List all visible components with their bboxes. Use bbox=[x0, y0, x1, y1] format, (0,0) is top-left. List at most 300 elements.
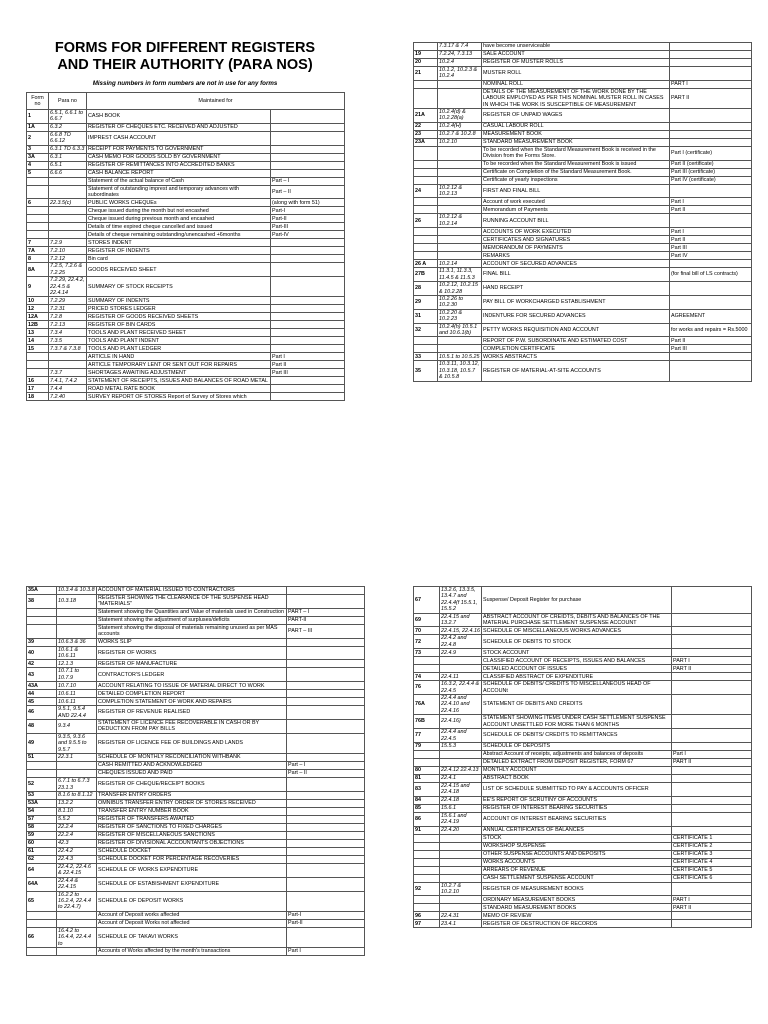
description-cell: TOOLS AND PLANT INDENT bbox=[87, 337, 271, 345]
table-row bbox=[27, 110, 345, 124]
table-row bbox=[414, 774, 752, 782]
para-no-cell: 22.4.12 22.4.13 bbox=[440, 766, 482, 774]
table-row bbox=[27, 877, 365, 891]
para-no-cell: 10.2.10 bbox=[438, 138, 482, 146]
description-cell: REGISTER SHOWING THE CLEARANCE OF THE SUSPENSE HEAD "MATERIALS" bbox=[97, 595, 287, 609]
table-row bbox=[414, 587, 752, 614]
para-no-cell: 6.3.2 bbox=[49, 123, 87, 131]
table-row bbox=[27, 255, 345, 263]
table-row bbox=[414, 882, 752, 896]
table-row bbox=[414, 715, 752, 729]
table-row bbox=[414, 309, 752, 323]
part-cell: Part III bbox=[670, 244, 752, 252]
table-row bbox=[414, 282, 752, 296]
form-no-cell: 29 bbox=[414, 295, 438, 309]
form-no-cell bbox=[414, 43, 438, 51]
form-no-cell: 21 bbox=[414, 67, 438, 81]
form-no-cell: 38 bbox=[27, 595, 57, 609]
table-body bbox=[27, 110, 345, 401]
part-cell bbox=[287, 807, 365, 815]
table-row bbox=[27, 754, 365, 762]
part-cell bbox=[672, 920, 752, 928]
description-cell: Statement showing the adjustment of surpluses/deficits bbox=[97, 616, 287, 624]
form-no-cell: 13 bbox=[27, 329, 49, 337]
part-cell bbox=[271, 345, 345, 353]
form-no-cell bbox=[27, 207, 49, 215]
description-cell: STANDARD MEASUREMENT BOOK bbox=[482, 138, 670, 146]
form-no-cell: 9 bbox=[27, 277, 49, 297]
para-no-cell: 22.3.1 bbox=[57, 754, 97, 762]
form-no-cell bbox=[414, 842, 440, 850]
description-cell: DETAILED ACCOUNT OF ISSUES bbox=[482, 665, 672, 673]
para-no-cell: 6.3.1 TO 6.3.3 bbox=[49, 145, 87, 153]
form-no-cell: 92 bbox=[414, 882, 440, 896]
part-cell bbox=[271, 123, 345, 131]
description-cell: COMPLETION CERTIFICATE bbox=[482, 345, 670, 353]
part-cell bbox=[271, 161, 345, 169]
part-cell bbox=[287, 733, 365, 753]
description-cell: REGISTER OF MANUFACTURE bbox=[97, 660, 287, 668]
description-cell: PUBLIC WORKS CHEQUEs bbox=[87, 199, 271, 207]
para-no-cell: 15.6.1 bbox=[440, 804, 482, 812]
part-cell bbox=[287, 831, 365, 839]
part-cell bbox=[287, 668, 365, 682]
description-cell: REGISTER OF BIN CARDS bbox=[87, 321, 271, 329]
para-no-cell: 11.3.1, 11.3.3, 11.4.5 & 11.5.3 bbox=[438, 268, 482, 282]
form-no-cell: 12A bbox=[27, 313, 49, 321]
para-no-cell: 15.6.1 and 22.4.19 bbox=[440, 812, 482, 826]
form-no-cell bbox=[27, 770, 57, 778]
form-no-cell bbox=[414, 896, 440, 904]
table-row bbox=[27, 863, 365, 877]
description-cell: Bin card bbox=[87, 255, 271, 263]
part-cell bbox=[670, 295, 752, 309]
description-cell: SCHEDULE OF ESTABISHMENT EXPENDITURE bbox=[97, 877, 287, 891]
part-cell bbox=[271, 305, 345, 313]
form-no-cell bbox=[414, 758, 440, 766]
part-cell: Part – II bbox=[287, 770, 365, 778]
form-no-cell: 12 bbox=[27, 305, 49, 313]
para-no-cell bbox=[438, 168, 482, 176]
description-cell: REGISTER OF WORKS bbox=[97, 646, 287, 660]
form-no-cell: 15 bbox=[27, 345, 49, 353]
table-row bbox=[27, 393, 345, 401]
para-no-cell: 22.4.18 bbox=[440, 796, 482, 804]
table-row bbox=[414, 896, 752, 904]
table-row bbox=[414, 842, 752, 850]
description-cell: ABSTRACT BOOK bbox=[482, 774, 672, 782]
form-no-cell: 21A bbox=[414, 109, 438, 123]
table-row bbox=[27, 668, 365, 682]
table-row bbox=[27, 385, 345, 393]
description-cell: COMPLETION STATEMENT OF WORK AND REPAIRS bbox=[97, 698, 287, 706]
para-no-cell: 7.2.24, 7.3.13 bbox=[438, 51, 482, 59]
description-cell: REGISTER OF INTEREST BEARING SECURITIES bbox=[482, 804, 672, 812]
para-no-cell: 7.2.29 bbox=[49, 297, 87, 305]
part-cell bbox=[672, 882, 752, 896]
description-cell: Certificate on Completion of the Standard Measurement Book. bbox=[482, 168, 670, 176]
part-cell bbox=[287, 706, 365, 720]
description-cell: STOCK ACCOUNT bbox=[482, 649, 672, 657]
table-body bbox=[414, 43, 752, 382]
form-no-cell: 27B bbox=[414, 268, 438, 282]
para-no-cell: 16.4.2 to 16.4.4, 22.4.4 to bbox=[57, 927, 97, 947]
table-row bbox=[414, 804, 752, 812]
para-no-cell: 7.2.40 bbox=[49, 393, 87, 401]
description-cell: PETTY WORKS REQUISITION AND ACCOUNT bbox=[482, 323, 670, 337]
part-cell: Part III (certificate) bbox=[670, 168, 752, 176]
table-row bbox=[27, 646, 365, 660]
form-no-cell: 2 bbox=[27, 131, 49, 145]
para-no-cell bbox=[49, 223, 87, 231]
para-no-cell: 22.4.16) bbox=[440, 715, 482, 729]
para-no-cell: 22.4.15 and 22.4.18 bbox=[440, 782, 482, 796]
para-no-cell: 22.4.15, 22.4.16 bbox=[441, 627, 480, 634]
part-cell bbox=[672, 681, 752, 695]
part-cell: for works and repairs = Rs.5000 bbox=[670, 323, 752, 337]
table-row bbox=[27, 313, 345, 321]
table-row bbox=[414, 228, 752, 236]
para-no-cell: 22.4.9 bbox=[440, 649, 482, 657]
table-row bbox=[27, 369, 345, 377]
description-cell: SCHEDULE OF MONTHLY RECONCILIATION WITHBANK bbox=[97, 754, 287, 762]
description-cell: REGISTER OF INDENTS bbox=[87, 247, 271, 255]
para-no-cell bbox=[438, 160, 482, 168]
part-cell: CERTIFICATE 5 bbox=[672, 866, 752, 874]
part-cell bbox=[271, 297, 345, 305]
part-cell bbox=[287, 660, 365, 668]
para-no-cell: 7.2.5, 7.2.6 & 7.2.25 bbox=[49, 263, 87, 277]
part-cell bbox=[271, 313, 345, 321]
form-no-cell: 1 bbox=[27, 110, 49, 124]
description-cell: LIST OF SCHEDULE SUBMITTED TO PAY & ACCOUNTS OFFICER bbox=[482, 782, 672, 796]
part-cell bbox=[672, 742, 752, 750]
form-no-cell: 26 bbox=[414, 214, 438, 228]
form-no-cell bbox=[27, 185, 49, 199]
form-no-cell: 19 bbox=[414, 51, 438, 59]
para-no-cell bbox=[440, 842, 482, 850]
table-row bbox=[414, 912, 752, 920]
forms-table-panel-bottom-left bbox=[26, 586, 364, 956]
table-row bbox=[27, 123, 345, 131]
description-cell: STATEMENT OF DEBITS AND CREDITS bbox=[482, 695, 672, 715]
part-cell bbox=[672, 812, 752, 826]
form-no-cell: 12B bbox=[27, 321, 49, 329]
description-cell: SUMMARY OF INDENTS bbox=[87, 297, 271, 305]
description-cell: To be recorded when the Standard Measurement Book is issued bbox=[482, 160, 670, 168]
para-no-cell bbox=[49, 207, 87, 215]
title-line-1: FORMS FOR DIFFERENT REGISTERS bbox=[54, 40, 316, 56]
form-no-cell: 76 bbox=[414, 681, 440, 695]
forms-table bbox=[413, 586, 752, 928]
part-cell bbox=[670, 130, 752, 138]
description-cell: REGISTER OF MUSTER ROLLS bbox=[482, 59, 670, 67]
para-no-cell bbox=[440, 896, 482, 904]
part-cell bbox=[672, 649, 752, 657]
table-row bbox=[414, 295, 752, 309]
para-no-cell bbox=[49, 231, 87, 239]
form-no-cell: 66 bbox=[27, 927, 57, 947]
para-no-cell bbox=[49, 361, 87, 369]
table-row bbox=[27, 608, 365, 616]
form-no-cell bbox=[27, 911, 57, 919]
form-no-cell: 5 bbox=[27, 169, 49, 177]
part-cell bbox=[672, 715, 752, 729]
form-no-cell: 26 A bbox=[414, 260, 438, 268]
table-row bbox=[27, 169, 345, 177]
part-cell: PART II bbox=[672, 904, 752, 912]
part-cell: Part I (certificate) bbox=[670, 146, 752, 160]
part-cell bbox=[287, 754, 365, 762]
para-no-cell: 7.3.7 & 7.3.8 bbox=[49, 345, 87, 353]
para-no-cell bbox=[438, 236, 482, 244]
table-row bbox=[27, 698, 365, 706]
table-row bbox=[414, 657, 752, 665]
form-no-cell: 60 bbox=[27, 839, 57, 847]
header-form-no: Form no bbox=[27, 93, 49, 110]
description-cell: SCHEDULE OF TAKAVI WORKS bbox=[97, 927, 287, 947]
para-no-cell: 22.3.5(c) bbox=[49, 199, 87, 207]
part-cell bbox=[271, 255, 345, 263]
form-no-cell: 73 bbox=[414, 649, 440, 657]
para-no-cell: 7.2.29, 22.4.2, 22.4.5 & 22.4.14 bbox=[49, 277, 87, 297]
table-row bbox=[27, 263, 345, 277]
description-cell: PRICED STORES LEDGER bbox=[87, 305, 271, 313]
para-no-cell: 10.3.18 bbox=[57, 595, 97, 609]
description-cell: SCHEDULE OF DEBITS/ CREDITS TO MISCELLANEOUS HEAD OF ACCOUNt bbox=[482, 681, 672, 695]
description-cell: STATEMENT OF RECEIPTS, ISSUES AND BALANCES OF ROAD METAL bbox=[87, 377, 271, 385]
table-row bbox=[414, 51, 752, 59]
description-cell: ANNUAL CERTIFICATES OF BALANCES bbox=[482, 826, 672, 834]
form-no-cell: 44 bbox=[27, 690, 57, 698]
table-row bbox=[414, 613, 752, 627]
description-cell: EE'S REPORT OF SCRUTINY OF ACCOUNTS bbox=[482, 796, 672, 804]
table-row bbox=[414, 361, 752, 381]
para-no-cell: 22.4.2 bbox=[57, 847, 97, 855]
form-no-cell bbox=[27, 231, 49, 239]
table-row bbox=[27, 247, 345, 255]
para-no-cell: 13.2.2 bbox=[57, 799, 97, 807]
form-no-cell: 52 bbox=[27, 778, 57, 792]
para-no-cell bbox=[440, 858, 482, 866]
form-no-cell bbox=[414, 904, 440, 912]
form-no-cell: 61 bbox=[27, 847, 57, 855]
table-row bbox=[27, 891, 365, 911]
table-row bbox=[414, 168, 752, 176]
table-row bbox=[414, 80, 752, 88]
description-cell: REGISTER OF LICENCE FEE OF BUILDINGS AND LANDS bbox=[97, 733, 287, 753]
form-no-cell bbox=[27, 215, 49, 223]
table-row bbox=[414, 88, 752, 108]
table-row bbox=[414, 729, 752, 743]
description-cell: TRANSFER ENTRY NUMBER BOOK bbox=[97, 807, 287, 815]
para-no-cell bbox=[440, 657, 482, 665]
part-cell bbox=[271, 263, 345, 277]
form-no-cell: 97 bbox=[414, 920, 440, 928]
table-row bbox=[414, 160, 752, 168]
table-row bbox=[27, 207, 345, 215]
para-no-cell: 22.4.1 bbox=[440, 774, 482, 782]
para-no-cell: 7.2.10 bbox=[49, 247, 87, 255]
para-no-cell: 22.2.4 bbox=[57, 831, 97, 839]
form-no-cell: 46 bbox=[27, 706, 57, 720]
table-row bbox=[27, 231, 345, 239]
table-row bbox=[27, 706, 365, 720]
description-cell: HAND RECEIPT bbox=[482, 282, 670, 296]
description-cell: TRANSFER ENTRY ORDERS bbox=[97, 791, 287, 799]
description-cell: IMPREST CASH ACCOUNT bbox=[87, 131, 271, 145]
description-cell: SURVEY REPORT OF STORES Report of Survey of Stores which bbox=[87, 393, 271, 401]
form-no-cell: 53A bbox=[27, 799, 57, 807]
description-cell: To be recorded when the Standard Measurement Book is received in the Division from the Forms Store. bbox=[482, 146, 670, 160]
para-no-cell: 7.2.9 bbox=[49, 239, 87, 247]
table-row bbox=[27, 329, 345, 337]
part-cell bbox=[271, 153, 345, 161]
para-no-cell: 9.5.1, 9.5.4 AND 22.4.4 bbox=[57, 706, 97, 720]
part-cell: Part – I bbox=[287, 762, 365, 770]
form-no-cell: 28 bbox=[414, 282, 438, 296]
part-cell: Part I bbox=[672, 750, 752, 758]
table-row bbox=[414, 337, 752, 345]
description-cell: ARREARS OF REVENUE bbox=[482, 866, 672, 874]
para-no-cell: 42.3 bbox=[57, 839, 97, 847]
part-cell bbox=[672, 782, 752, 796]
form-no-cell: 58 bbox=[27, 823, 57, 831]
form-no-cell: 67 bbox=[414, 587, 440, 614]
description-cell: ACCOUNT RELATING TO ISSUE OF MATERIAL DIRECT TO WORK bbox=[97, 682, 287, 690]
part-cell: Part IV bbox=[670, 252, 752, 260]
description-cell: ROAD METAL RATE BOOK bbox=[87, 385, 271, 393]
table-row bbox=[414, 627, 752, 635]
part-cell bbox=[271, 145, 345, 153]
description-cell: PAY BILL OF WORKCHARGED ESTABLISHMENT bbox=[482, 295, 670, 309]
table-row bbox=[414, 109, 752, 123]
table-row bbox=[27, 807, 365, 815]
description-cell: Statement of outstanding imprest and temporary advances with subordinates bbox=[87, 185, 271, 199]
part-cell bbox=[287, 698, 365, 706]
para-no-cell: 22.4.2 and 22.4.8 bbox=[440, 635, 482, 649]
description-cell: Statement showing the Quantities and Value of materials used in Construction bbox=[97, 608, 287, 616]
description-cell: INDENTURE FOR SECURED ADVANCES bbox=[482, 309, 670, 323]
part-cell bbox=[287, 863, 365, 877]
para-no-cell bbox=[57, 919, 97, 927]
description-cell: OTHER SUSPENSE ACCOUNTS AND DEPOSITS bbox=[482, 850, 672, 858]
part-cell bbox=[271, 377, 345, 385]
form-no-cell: 83 bbox=[414, 782, 440, 796]
form-no-cell: 7 bbox=[27, 239, 49, 247]
part-cell: PART II bbox=[670, 88, 752, 108]
table-row bbox=[27, 847, 365, 855]
table-row bbox=[27, 223, 345, 231]
para-no-cell bbox=[440, 834, 482, 842]
description-cell: STATEMENT OF LICENCE FEE RECOVERABLE IN CASH OR BY DEDUCTION FROM PAY BILLS bbox=[97, 720, 287, 734]
para-no-cell: 16.3.2, 22.4.4 & 22.4.5 bbox=[440, 681, 482, 695]
form-no-cell bbox=[414, 160, 438, 168]
para-no-cell: 10.6.3 & 36 bbox=[57, 638, 97, 646]
description-cell: ARTICLE TEMPORARY LENT OR SENT OUT FOR REPAIRS bbox=[87, 361, 271, 369]
table-row bbox=[27, 762, 365, 770]
part-cell: CERTIFICATE 4 bbox=[672, 858, 752, 866]
description-cell: GOODS RECEIVED SHEET bbox=[87, 263, 271, 277]
form-no-cell bbox=[27, 223, 49, 231]
part-cell: Part I bbox=[670, 228, 752, 236]
para-no-cell bbox=[438, 146, 482, 160]
form-no-cell bbox=[27, 177, 49, 185]
description-cell: WORKS SLIP bbox=[97, 638, 287, 646]
form-no-cell: 85 bbox=[414, 804, 440, 812]
part-cell: Part I bbox=[287, 947, 365, 955]
table-row bbox=[414, 176, 752, 184]
forms-table-panel-top-left bbox=[26, 40, 344, 401]
form-no-cell bbox=[414, 236, 438, 244]
part-cell: CERTIFICATE 1 bbox=[672, 834, 752, 842]
description-cell: SALE ACCOUNT bbox=[482, 51, 670, 59]
para-no-cell bbox=[49, 185, 87, 199]
part-cell bbox=[670, 184, 752, 198]
description-cell: MEMORANDUM OF PAYMENTS bbox=[482, 244, 670, 252]
form-no-cell: 64A bbox=[27, 877, 57, 891]
description-cell: ORDINARY MEASUREMENT BOOKS bbox=[482, 896, 672, 904]
para-no-cell: 10.2.12 & 10.2.13 bbox=[438, 184, 482, 198]
para-no-cell: 8.1.10 bbox=[57, 807, 97, 815]
para-no-cell: 10.2.26 to 10.2.30 bbox=[438, 295, 482, 309]
para-no-cell: 10.6.1 & 10.6.11 bbox=[57, 646, 97, 660]
description-cell: REGISTER OF REMITTANCES INTO ACCREDITED BANKS bbox=[87, 161, 271, 169]
table-header-row bbox=[27, 93, 345, 110]
description-cell: REPORT OF P.W. SUBORDINATE AND ESTIMATED COST bbox=[482, 337, 670, 345]
form-no-cell bbox=[414, 750, 440, 758]
form-no-cell: 43A bbox=[27, 682, 57, 690]
part-cell bbox=[672, 766, 752, 774]
part-cell: Part III bbox=[271, 369, 345, 377]
para-no-cell: 10.2.4(h) 10.5.1 and 10.6.1(b) bbox=[438, 323, 482, 337]
form-no-cell bbox=[27, 947, 57, 955]
form-no-cell: 84 bbox=[414, 796, 440, 804]
form-no-cell: 4 bbox=[27, 161, 49, 169]
table-row bbox=[27, 682, 365, 690]
form-no-cell bbox=[414, 858, 440, 866]
description-cell: MEASUREMENT BOOK bbox=[482, 130, 670, 138]
part-cell bbox=[670, 109, 752, 123]
form-no-cell: 91 bbox=[414, 826, 440, 834]
para-no-cell: 6.3.1 bbox=[49, 153, 87, 161]
form-no-cell: 16 bbox=[27, 377, 49, 385]
description-cell: REGISTER OF DESTRUCTION OF RECORDS bbox=[482, 920, 672, 928]
description-cell: REGISTER OF REVENUE REALISED bbox=[97, 706, 287, 720]
para-no-cell: 7.3.4 bbox=[49, 329, 87, 337]
part-cell bbox=[271, 131, 345, 145]
part-cell: Part II bbox=[271, 361, 345, 369]
para-no-cell bbox=[438, 252, 482, 260]
table-row bbox=[27, 911, 365, 919]
part-cell bbox=[287, 638, 365, 646]
table-row bbox=[27, 199, 345, 207]
table-row bbox=[27, 321, 345, 329]
description-cell: REGISTER OF MEASUREMENT BOOKS bbox=[482, 882, 672, 896]
form-no-cell bbox=[27, 369, 49, 377]
description-cell: Abstract Account of receipts, adjustments and balances of deposits bbox=[482, 750, 672, 758]
description-cell: WORKS ACCOUNTS bbox=[482, 858, 672, 866]
table-row bbox=[27, 345, 345, 353]
form-no-cell bbox=[414, 337, 438, 345]
table-row bbox=[414, 244, 752, 252]
description-cell: Cheque issued during the month but not encashed bbox=[87, 207, 271, 215]
para-no-cell: 12.1.3 bbox=[57, 660, 97, 668]
part-cell bbox=[670, 260, 752, 268]
part-cell: Part-IV bbox=[271, 231, 345, 239]
form-no-cell: 96 bbox=[414, 912, 440, 920]
form-no-cell bbox=[414, 198, 438, 206]
